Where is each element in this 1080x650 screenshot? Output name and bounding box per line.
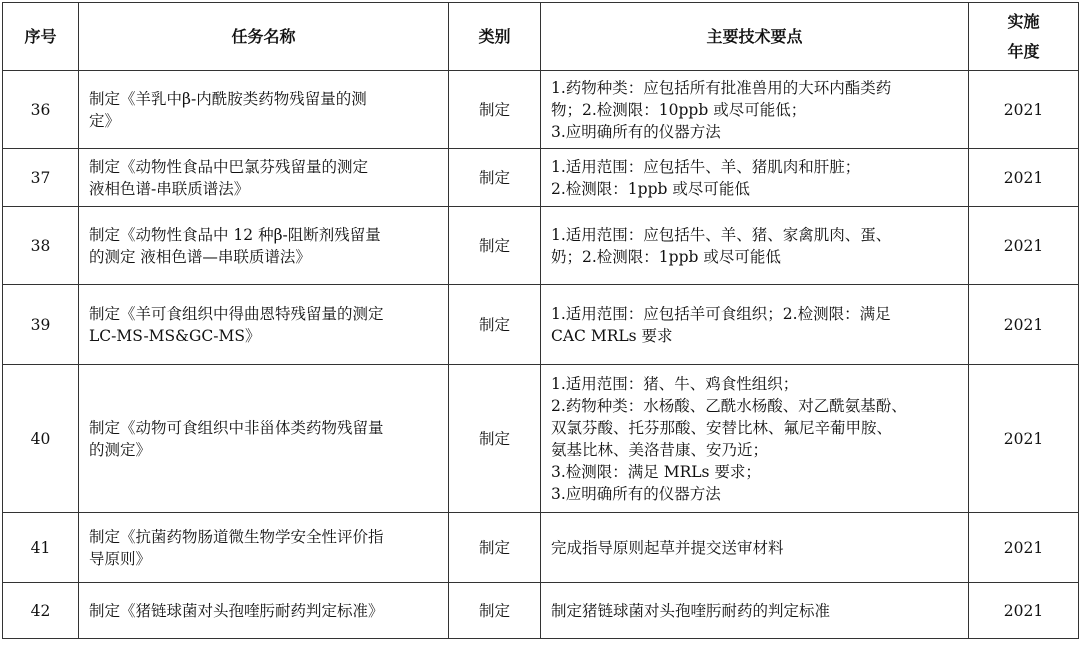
tech-point-line: CAC MRLs 要求 [551,326,673,345]
table-row [3,149,1079,207]
task-name-line: 液相色谱-串联质谱法》 [89,179,250,198]
year: 2021 [969,513,1079,583]
task-name-line: 定》 [89,111,121,130]
task-table [2,2,1079,639]
row-number: 36 [3,71,79,149]
tech-point-line: 奶；2.检测限：1ppb 或尽可能低 [551,247,781,266]
tech-points [541,365,969,513]
year: 2021 [969,365,1079,513]
year: 2021 [969,583,1079,639]
task-name-line: 制定《抗菌药物肠道微生物学安全性评价指 [89,527,384,546]
table-row [3,513,1079,583]
table-row [3,365,1079,513]
tech-point-line: 1.适用范围：应包括羊可食组织；2.检测限：满足 [551,304,891,323]
task-name [79,71,449,149]
header-row [3,3,1079,71]
table-row [3,71,1079,149]
category: 制定 [449,513,541,583]
task-name-line: 制定《羊可食组织中得曲恩特残留量的测定 [89,304,384,323]
task-name-line: 制定《猪链球菌对头孢喹肟耐药判定标准》 [89,601,384,620]
header-year-line: 年度 [1007,41,1040,61]
year: 2021 [969,71,1079,149]
task-name [79,583,449,639]
tech-point-line: 1.适用范围：猪、牛、鸡食性组织； [551,374,799,393]
row-number: 39 [3,285,79,365]
tech-points [541,285,969,365]
tech-points [541,207,969,285]
tech-points [541,583,969,639]
tech-point-line: 制定猪链球菌对头孢喹肟耐药的判定标准 [551,601,831,620]
task-name [79,365,449,513]
category: 制定 [449,149,541,207]
task-name-line: 制定《羊乳中β-内酰胺类药物残留量的测 [89,89,367,108]
year: 2021 [969,285,1079,365]
tech-point-line: 3.应明确所有的仪器方法 [551,122,721,141]
header-category: 类别 [449,3,541,71]
category: 制定 [449,285,541,365]
header-no: 序号 [3,3,79,71]
task-name-line: 导原则》 [89,549,152,568]
tech-points [541,513,969,583]
task-name [79,513,449,583]
row-number: 42 [3,583,79,639]
row-number: 37 [3,149,79,207]
category: 制定 [449,207,541,285]
tech-point-line: 1.药物种类：应包括所有批准兽用的大环内酯类药 [551,78,892,97]
tech-point-line: 物；2.检测限：10ppb 或尽可能低； [551,100,807,119]
tech-point-line: 3.应明确所有的仪器方法 [551,484,721,503]
task-name [79,285,449,365]
tech-points [541,149,969,207]
task-name-line: 制定《动物性食品中巴氯芬残留量的测定 [89,157,369,176]
category: 制定 [449,365,541,513]
row-number: 38 [3,207,79,285]
task-name-line: 制定《动物可食组织中非甾体类药物残留量 [89,418,384,437]
header-year [969,3,1079,71]
header-year-line: 实施 [1007,11,1040,31]
header-task-name: 任务名称 [79,3,449,71]
year: 2021 [969,149,1079,207]
row-number: 40 [3,365,79,513]
task-name [79,207,449,285]
task-name [79,149,449,207]
category: 制定 [449,583,541,639]
tech-point-line: 1.适用范围：应包括牛、羊、猪肌肉和肝脏； [551,157,861,176]
tech-points [541,71,969,149]
task-name-line: 制定《动物性食品中 12 种β-阻断剂残留量 [89,225,381,244]
tech-point-line: 完成指导原则起草并提交送审材料 [551,538,784,557]
table-row [3,285,1079,365]
tech-point-line: 双氯芬酸、托芬那酸、安替比林、氟尼辛葡甲胺、 [551,418,893,437]
table-row [3,583,1079,639]
tech-point-line: 1.适用范围：应包括牛、羊、猪、家禽肌肉、蛋、 [551,225,892,244]
task-name-line: LC-MS-MS&GC-MS》 [89,326,261,345]
tech-point-line: 氨基比林、美洛昔康、安乃近； [551,440,769,459]
tech-point-line: 3.检测限：满足 MRLs 要求； [551,462,761,481]
table-row [3,207,1079,285]
year: 2021 [969,207,1079,285]
header-tech-points: 主要技术要点 [541,3,969,71]
task-name-line: 的测定》 [89,440,152,459]
category: 制定 [449,71,541,149]
task-name-line: 的测定 液相色谱—串联质谱法》 [89,247,311,266]
tech-point-line: 2.药物种类：水杨酸、乙酰水杨酸、对乙酰氨基酚、 [551,396,907,415]
tech-point-line: 2.检测限：1ppb 或尽可能低 [551,179,750,198]
row-number: 41 [3,513,79,583]
